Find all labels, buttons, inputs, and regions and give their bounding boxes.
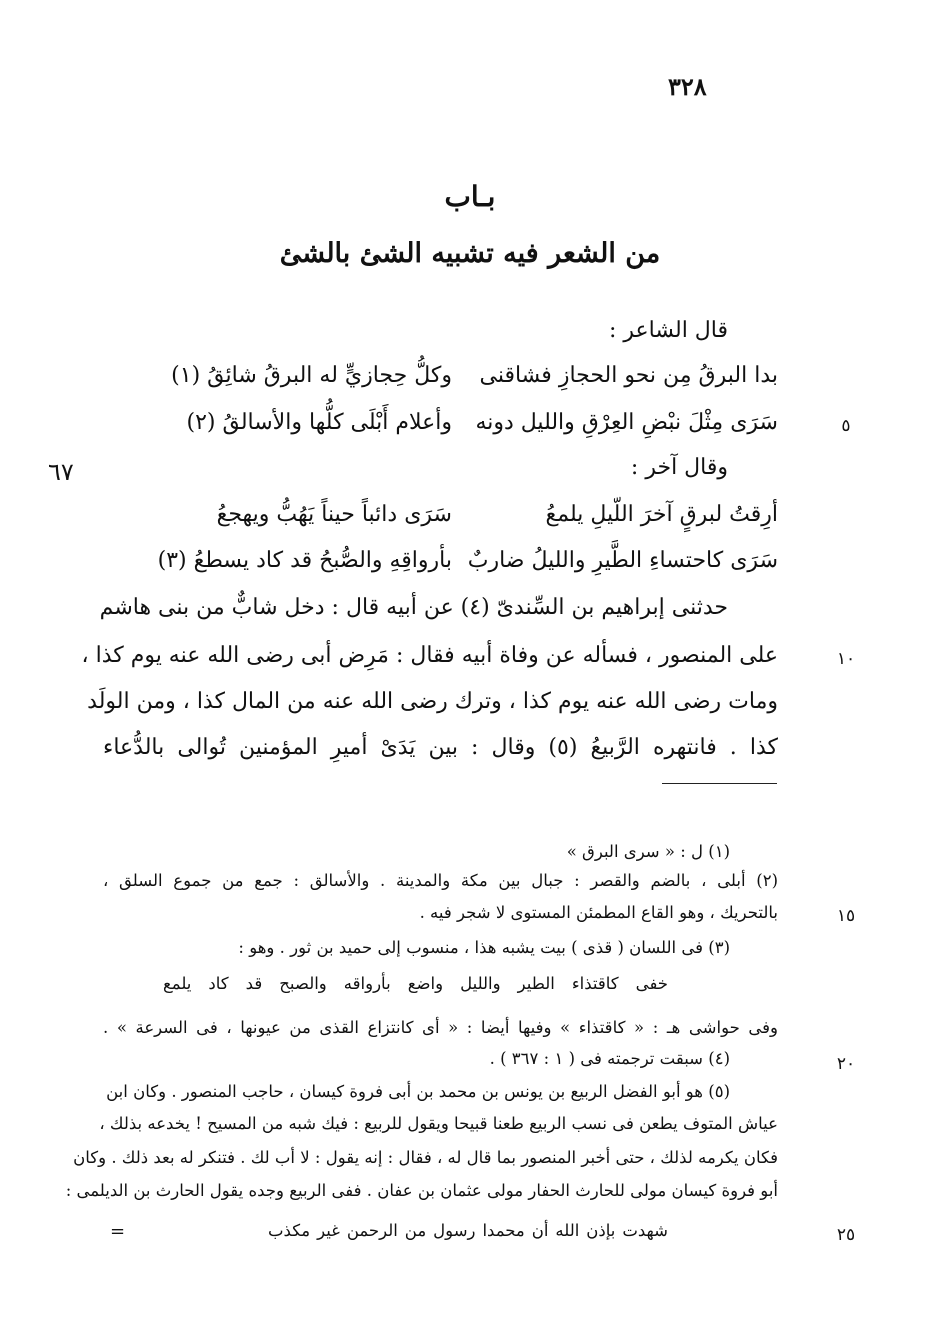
prose-line-4: كذا . فانتهره الرَّبيعُ (٥) وقال : بين يَدَىْ أميرِ المؤمنين تُوالى بالدُّعاء: [103, 735, 778, 760]
poet-intro-2: وقال آخر :: [630, 455, 728, 480]
verse-4-first-hemistich: سَرَى كاحتساءِ الطَّيرِ والليلُ ضاربٌ: [467, 548, 778, 573]
prose-line-3: ومات رضى الله عنه يوم كذا ، وترك رضى الله عنه من المال كذا ، ومن الولَد: [87, 689, 778, 714]
prose-line-2: على المنصور ، فسأله عن وفاة أبيه فقال : مَرِض أبى رضى الله عنه يوم كذا ،: [81, 643, 778, 668]
continuation-mark: =: [110, 1221, 126, 1242]
verse-1-first-hemistich: بدا البرقُ مِن نحو الحجازِ فشاقنى: [479, 363, 778, 388]
footnote-2-line-1: (٢) أبلى ، بالضم والقصر : جبال بين مكة والمدينة . والأسالق : جمع من جموع السلق ،: [103, 871, 778, 890]
page-number: ٣٢٨: [668, 72, 707, 101]
chapter-subtitle: من الشعر فيه تشبيه الشئ بالشئ: [279, 238, 661, 269]
chapter-heading: بـاب: [444, 180, 496, 213]
poet-intro-1: قال الشاعر :: [608, 318, 728, 343]
footnote-3-line-1: (٣) فى اللسان ( قذى ) بيت يشبه هذا ، منسوب إلى حميد بن ثور . وهو :: [238, 938, 730, 957]
footnote-5-line-3: فكان يكرمه لذلك ، حتى أخبر المنصور بما قال له ، فقال : إنه يقول : لا أب لك . فتنكر له بعد ذلك . وكان: [73, 1148, 778, 1167]
line-number-25: ٢٥: [836, 1225, 856, 1245]
footnote-3-poem: خفى كاقتذاء الطير والليل واضع بأرواقه والصبح قد كاد يلمع: [163, 974, 668, 993]
footnote-3-line-2: وفى حواشى هـ : « كاقتذاء » وفيها أيضا : « أى كانتزاع القذى من عيونها ، فى السرعة » .: [103, 1018, 778, 1037]
line-number-10: ١٠: [836, 649, 856, 669]
footnote-separator: [662, 783, 777, 784]
line-number-20: ٢٠: [836, 1054, 856, 1074]
footnote-5-line-4: أبو فروة كيسان مولى للحارث الحفار مولى عثمان بن عفان . ففى الربيع وجده يقول الحارث بن الديلمى :: [65, 1181, 778, 1200]
verse-2-first-hemistich: سَرَى مِثْلَ نبْضِ العِرْقِ والليل دونه: [475, 410, 778, 435]
verse-2-second-hemistich: وأعلام أَبْلَى كلُّها والأسالقُ (٢): [186, 410, 452, 435]
footnote-5-poem: شهدت بإذن الله أن محمدا رسول من الرحمن غير مكذب: [268, 1221, 668, 1240]
prose-line-1: حدثنى إبراهيم بن السِّندىّ (٤) عن أبيه قال : دخل شابٌّ من بنى هاشم: [99, 595, 728, 620]
footnote-4: (٤) سبقت ترجمته فى ( ١ : ٣٦٧ ) .: [489, 1049, 730, 1068]
verse-3-second-hemistich: سَرَى دائباً حيناً يَهُبُّ ويهجعُ: [216, 502, 452, 527]
line-number-5: ٥: [841, 416, 851, 436]
verse-3-first-hemistich: أرِقتُ لبرقٍ آخرَ اللّيلِ يلمعُ: [545, 502, 778, 527]
line-number-15: ١٥: [836, 906, 856, 926]
verse-4-second-hemistich: بأرواقِهِ والصُّبحُ قد كاد يسطعُ (٣): [157, 548, 452, 573]
footnote-2-line-2: بالتحريك ، وهو القاع المطمئن المستوى لا شجر فيه .: [419, 903, 778, 922]
verse-1-second-hemistich: وكلُّ حِجازيٍّ له البرقُ شائِقُ (١): [171, 363, 452, 388]
footnote-5-line-2: عياش المتوف يطعن فى نسب الربيع طعنا قبيحا ويقول للربيع : فيك شبه من المسيح ! يخدعه بذلك ،: [99, 1114, 778, 1133]
footnote-1: (١) ل : « سرى البرق »: [566, 842, 730, 861]
side-page-number: ٦٧: [48, 458, 74, 486]
footnote-5-line-1: (٥) هو أبو الفضل الربيع بن يونس بن محمد بن أبى فروة كيسان ، حاجب المنصور . وكان ابن: [106, 1082, 730, 1101]
